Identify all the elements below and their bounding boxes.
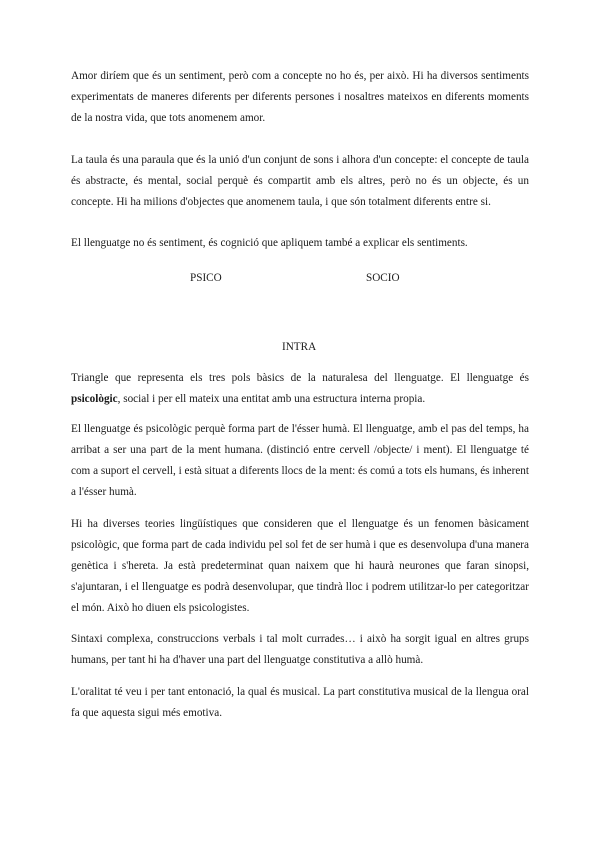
triangle-text-start: Triangle que representa els tres pols bàsics de la naturalesa del llenguatge. El llenguatge és: [71, 372, 529, 384]
paragraph-llenguatge-cognicio: El llenguatge no és sentiment, és cognició que apliquem també a explicar els sentiments.: [71, 237, 468, 249]
paragraph-oralitat: L'oralitat té veu i per tant entonació, la qual és musical. La part constitutiva musical de la llengua oral fa que aquesta sigui més emotiva.: [71, 686, 529, 719]
paragraph-taula: La taula és una paraula que és la unió d'un conjunt de sons i alhora d'un concepte: el concepte de taula és abstracte, és mental, social perquè és compartit amb els altres, però no és un objecte, és un concepte. Hi ha milions d'objectes que anomenem taula, i que són totalment diferents entre si.: [71, 154, 529, 208]
triangle-label-socio: SOCIO: [366, 272, 400, 284]
psicologic-bold: psicològic: [71, 393, 118, 405]
paragraph-sintaxi: Sintaxi complexa, construccions verbals i tal molt currades… i això ha sorgit igual en altres grups humans, per tant hi ha d'haver una part del llenguatge constitutiva a allò humà.: [71, 633, 529, 666]
triangle-text-end: , social i per ell mateix una entitat amb una estructura interna propia.: [117, 393, 426, 405]
paragraph-amor: Amor diríem que és un sentiment, però com a concepte no ho és, per això. Hi ha diversos sentiments experimentats de maneres diferents per diferents persones i nosaltres mateixos en diferents moments de la nostra vida, que tots anomenem amor.: [71, 70, 529, 124]
triangle-label-psico: PSICO: [190, 272, 222, 284]
paragraph-psicologic: El llenguatge és psicològic perquè forma part de l'ésser humà. El llenguatge, amb el pas del temps, ha arribat a ser una part de la ment humana. (distinció entre cervell /objecte/ i ment). El llenguatge té com a suport el cervell, i està situat a diferents llocs de la ment: és comú a tots els humans, és inherent a l'ésser humà.: [71, 423, 529, 498]
paragraph-teories: Hi ha diverses teories lingüístiques que consideren que el llenguatge és un fenomen bàsicament psicològic, que forma part de cada individu pel sol fet de ser humà i que es desenvolupa d'una manera genètica i s'hereta. Ja està predeterminat quan naixem que hi haurà neurones que faran sinopsi, s'ajuntaran, i el llenguatge es podrà desenvolupar, que tindrà lloc i podrem utilitzar-lo per categoritzar el món. Això ho diuen els psicologistes.: [71, 518, 529, 614]
paragraph-triangle: [71, 368, 529, 410]
triangle-label-intra: INTRA: [282, 341, 317, 353]
